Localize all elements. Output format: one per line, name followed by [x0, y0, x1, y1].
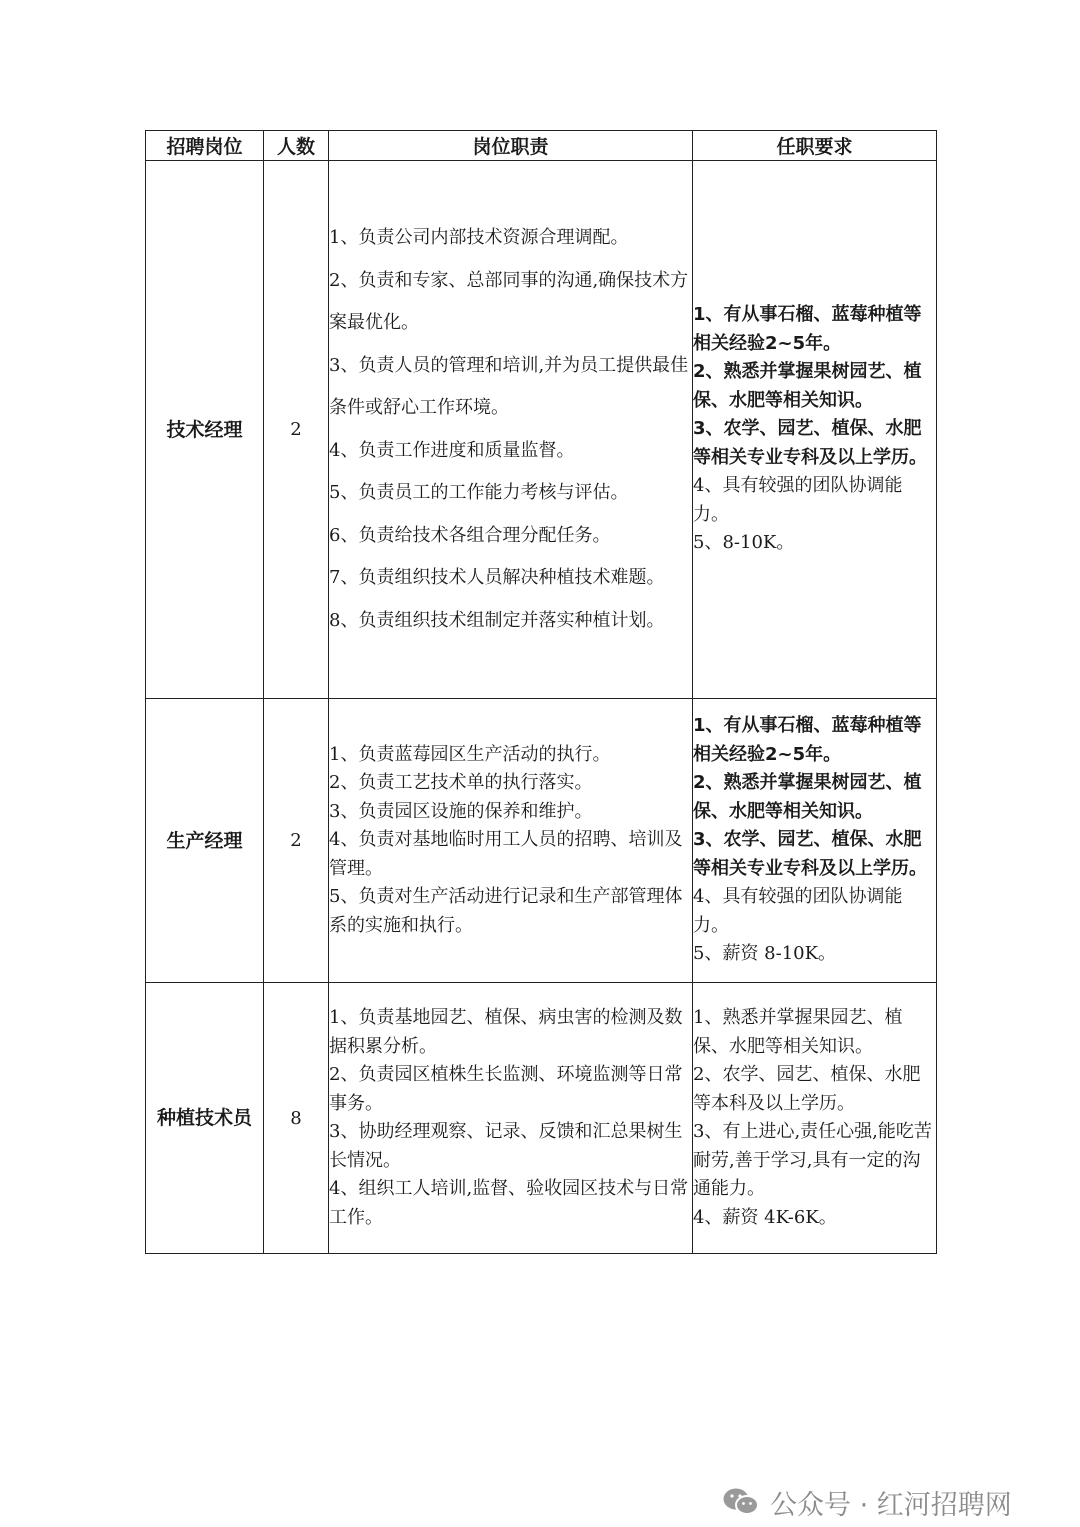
requirement-item: 2、农学、园艺、植保、水肥等本科及以上学历。 [693, 1064, 921, 1114]
requirement-item: 4、具有较强的团队协调能力。 [693, 475, 903, 525]
duties-cell [329, 983, 693, 1254]
requirements-cell [693, 161, 937, 699]
requirements-cell [693, 983, 937, 1254]
requirement-item: 5、薪资 8-10K。 [693, 943, 837, 965]
recruitment-table [145, 130, 937, 1254]
duty-item: 3、负责人员的管理和培训,并为员工提供最佳条件或舒心工作环境。 [329, 354, 689, 418]
header-duties: 岗位职责 [329, 131, 693, 161]
header-requirements: 任职要求 [693, 131, 937, 161]
requirement-item: 3、农学、园艺、植保、水肥等相关专业专科及以上学历。 [693, 418, 927, 468]
table-row [146, 699, 937, 983]
wechat-logo-icon [722, 1486, 760, 1518]
count-cell: 2 [264, 699, 329, 983]
duty-item: 5、负责员工的工作能力考核与评估。 [329, 482, 629, 503]
duty-item: 4、组织工人培训,监督、验收园区技术与日常工作。 [329, 1178, 689, 1228]
duty-item: 8、负责组织技术组制定并落实种植计划。 [329, 609, 665, 631]
position-cell: 生产经理 [146, 699, 264, 983]
requirement-item: 1、有从事石榴、蓝莓种植等相关经验2~5年。 [693, 304, 922, 354]
duty-item: 2、负责和专家、总部同事的沟通,确保技术方案最优化。 [329, 269, 689, 333]
table-row [146, 983, 937, 1254]
requirement-item: 5、8-10K。 [693, 532, 795, 554]
watermark [722, 1482, 1012, 1522]
requirements-cell [693, 699, 937, 983]
requirement-item: 1、有从事石榴、蓝莓种植等相关经验2~5年。 [693, 715, 922, 765]
position-cell: 种植技术员 [146, 983, 264, 1254]
duties-cell [329, 161, 693, 699]
duty-item: 4、负责对基地临时用工人员的招聘、培训及管理。 [329, 829, 683, 879]
count-cell: 2 [264, 161, 329, 699]
count-cell: 8 [264, 983, 329, 1254]
table-header-row [146, 131, 937, 161]
requirement-item: 4、具有较强的团队协调能力。 [693, 886, 903, 936]
duty-item: 1、负责蓝莓园区生产活动的执行。 [329, 743, 611, 765]
duty-item: 6、负责给技术各组合理分配任务。 [329, 524, 611, 546]
header-position: 招聘岗位 [146, 131, 264, 161]
duties-cell [329, 699, 693, 983]
duty-item: 2、负责园区植株生长监测、环境监测等日常事务。 [329, 1064, 683, 1114]
requirement-item: 3、农学、园艺、植保、水肥等相关专业专科及以上学历。 [693, 829, 927, 879]
duty-item: 1、负责基地园艺、植保、病虫害的检测及数据积累分析。 [329, 1007, 683, 1057]
requirement-item: 2、熟悉并掌握果树园艺、植保、水肥等相关知识。 [693, 772, 922, 822]
header-count: 人数 [264, 131, 329, 161]
duty-item: 3、负责园区设施的保养和维护。 [329, 800, 593, 822]
watermark-text: 公众号 · 红河招聘网 [770, 1489, 1012, 1521]
duty-item: 1、负责公司内部技术资源合理调配。 [329, 227, 629, 248]
duty-item: 7、负责组织技术人员解决种植技术难题。 [329, 567, 665, 588]
duty-item: 4、负责工作进度和质量监督。 [329, 439, 575, 461]
requirement-item: 4、薪资 4K-6K。 [693, 1206, 837, 1228]
position-cell: 技术经理 [146, 161, 264, 699]
duty-item: 2、负责工艺技术单的执行落实。 [329, 772, 593, 794]
requirement-item: 3、有上进心,责任心强,能吃苦耐劳,善于学习,具有一定的沟通能力。 [693, 1121, 932, 1199]
table-row [146, 161, 937, 699]
duty-item: 5、负责对生产活动进行记录和生产部管理体系的实施和执行。 [329, 886, 683, 936]
requirement-item: 2、熟悉并掌握果树园艺、植保、水肥等相关知识。 [693, 361, 922, 411]
requirement-item: 1、熟悉并掌握果园艺、植保、水肥等相关知识。 [693, 1007, 903, 1057]
duty-item: 3、协助经理观察、记录、反馈和汇总果树生长情况。 [329, 1121, 683, 1171]
